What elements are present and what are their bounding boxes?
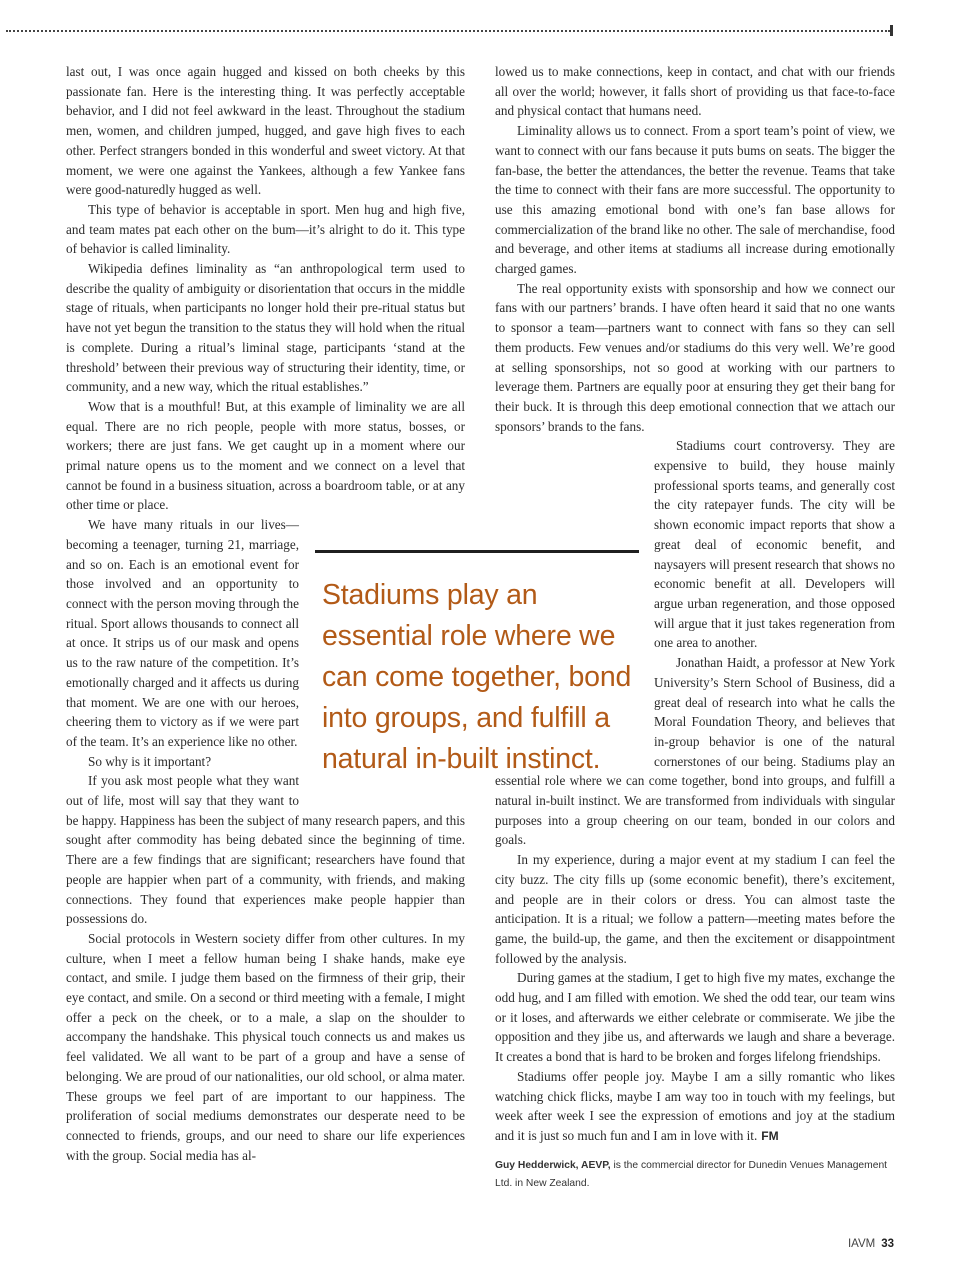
closing-paragraph-text: Stadiums offer people joy. Maybe I am a silly romantic who likes watching chick flicks, maybe I am way too in touch with my feelings, but week after week I see the expression of emotions and joy at the stadium and it is just so much fun and I am in love with it.	[495, 1068, 895, 1143]
author-bio	[495, 1157, 895, 1193]
right-paragraph-2: Liminality allows us to connect. From a sport team’s point of view, we want to connect with our fans because it puts bums on seats. The bigger the fan-base, the better the attendances, the better the revenue. Teams that take the time to connect with their fans are more successful. The opportunity to use this amazing emotional bond with one’s fan base allows for commercialization of the brand like no other. The sale of merchandise, food and beverage, and other items at stadiums all increase during emotionally charged games.	[495, 123, 896, 277]
top-dotted-rule	[6, 30, 890, 32]
left-paragraph-7: If you ask most people what they want out of life, most will say that they want to be happy. Happiness has been the subject of many research papers, and this sought after commodity has being debated since the beginning of time. There are a few findings that are significant; researchers have found that people are happier when part of a community, with friends, and making connections. They found that experiences make people happier than possessions do.	[66, 773, 465, 927]
page-number: 33	[881, 1238, 894, 1250]
left-paragraph-5: We have many rituals in our lives—becoming a teenager, turning 21, marriage, and so on. Each is an emotional event for those involved and an opportunity to connect with the person moving through the ritual. Sport allows thousands to connect all at once. It strips us of our mask and opens us to the raw nature of the competition. It’s emotionally charged and it affects us during that moment. We are one with our heroes, cheering them to victory as if we were part of the team. It’s an experience like no other.	[66, 517, 299, 749]
left-paragraph-3: Wikipedia defines liminality as “an anthropological term used to describe the quality of ambiguity or disorientation that occurs in the middle stage of rituals, when participants no longer hold their pre-ritual status but have not yet begun the transition to the status they will hold when the ritual is complete. During a ritual’s liminal stage, participants ‘stand at the threshold’ between their previous way of structuring their identity, time, or community, and a new way, which the ritual establishes.”	[66, 261, 465, 395]
right-paragraph-6: In my experience, during a major event at my stadium I can feel the city buzz. The city fills up (some economic benefit), there’s excitement, and people are in their colors or dress. You can almost taste the anticipation. It is a ritual; we follow a pattern—meeting mates before the game, the build-up, the game, and then the excitement or disappointment followed by the analysis.	[495, 852, 895, 966]
left-paragraph-1: last out, I was once again hugged and kissed on both cheeks by this passionate fan. Here is the interesting thing. It was perfectly acceptable behavior, and I did not feel awkward in the least. Throughout the stadium men, women, and children jumped, hugged, and gave high fives to each other. Perfect strangers bonded in this wonderful and sweet victory. At that moment, we were one against the Yankees, although a few Yankee fans were good-naturedly hugged as well.	[66, 64, 465, 198]
left-paragraph-2: This type of behavior is acceptable in sport. Men hug and high five, and team mates pat each other on the bum—it’s alright to do it. This type of behavior is called liminality.	[66, 201, 465, 257]
right-paragraph-7: During games at the stadium, I get to high five my mates, exchange the odd hug, and I am filled with emotion. We shed the odd tear, our team wins or it loses, and afterwards we either celebrate or commiserate. We jibe the opposition and they jibe us, and afterwards we laugh and share a beverage. It creates a bond that is hard to be broken and forges lifelong friendships.	[495, 970, 895, 1065]
author-bio-text: is the commercial director for Dunedin Venues Management Ltd. in New Zealand.	[495, 1159, 888, 1189]
right-paragraph-8	[495, 1067, 895, 1147]
author-name: Guy Hedderwick, AEVP,	[495, 1159, 611, 1171]
left-paragraph-6: So why is it important?	[88, 753, 212, 769]
pull-quote-rule	[315, 550, 639, 553]
right-paragraph-1: lowed us to make connections, keep in contact, and chat with our friends all over the world; however, it falls short of providing us that face-to-face and physical contact that humans need.	[495, 64, 895, 119]
page-footer	[848, 1238, 894, 1250]
top-rule-end-mark	[890, 25, 893, 36]
publication-name: IAVM	[847, 1238, 876, 1250]
left-paragraph-8: Social protocols in Western society differ from other cultures. In my culture, when I meet a fellow human being I shake hands, make eye contact, and smile. I judge them based on the firmness of their grip, their eye contact, and smile. On a second or third meeting with a female, I might offer a peck on the cheek, or to a male, a slap on the shoulder to accompany the handshake. This physical touch connects us and makes us feel validated. We all want to be part of a group and have a sense of belonging. We are proud of our nationalities, our old school, or alma mater. These groups we feel part of are important to our happiness. The proliferation of social mediums demonstrates our desperate need to be connected to friends, groups, and our need to share our life experiences with the group. Social media has al-	[66, 930, 465, 1163]
right-paragraph-4: Stadiums court controversy. They are expensive to build, they house mainly professional sports teams, and generally cost the city ratepayer funds. The city will be shown economic impact reports that show a great deal of economic benefit, and naysayers will present research that shows no economic benefit at all. Developers will argue urban regeneration, and those opposed will argue that it just takes regeneration from one area to another.	[654, 438, 895, 651]
right-paragraph-3: The real opportunity exists with sponsorship and how we connect our fans with our partners’ brands. I have often heard it said that no one wants to sponsor a team—partners want to connect with fans so they can sell them products. Few venues and/or stadiums do this very well. We’re good at selling sponsorships, not so good at working with our partners to leverage them. Partners are equally poor at ensuring they get their bang for their buck. It is through this deep emotional connection that we attach our sponsors’ brands to the fans.	[495, 280, 895, 434]
pull-quote: Stadiums play an essential role where we can come together, bond into groups, and fulfill a natural in-built instinct.	[322, 579, 632, 775]
left-paragraph-4: Wow that is a mouthful! But, at this example of liminality we are all equal. There are no rich people, people with more status, bosses, or workers; there are just fans. We get caught up in a moment where our primal nature opens us to the moment and we connect on a level that cannot be found in a business situation, across a boardroom table, or at any other time or place.	[66, 398, 465, 513]
end-mark: FM	[761, 1128, 779, 1143]
right-paragraph-5: Jonathan Haidt, a professor at New York University’s Stern School of Business, did a great deal of research into what he calls the Moral Foundation Theory, and believes that in-group behavior is one of the natural cornerstones of our being. Stadiums play an essential role where we can come together, bond into groups, and fulfill a natural in-built instinct. We are transformed from individuals with singular purposes into a group cheering on our team, bonded in our colors and goals.	[495, 655, 895, 848]
